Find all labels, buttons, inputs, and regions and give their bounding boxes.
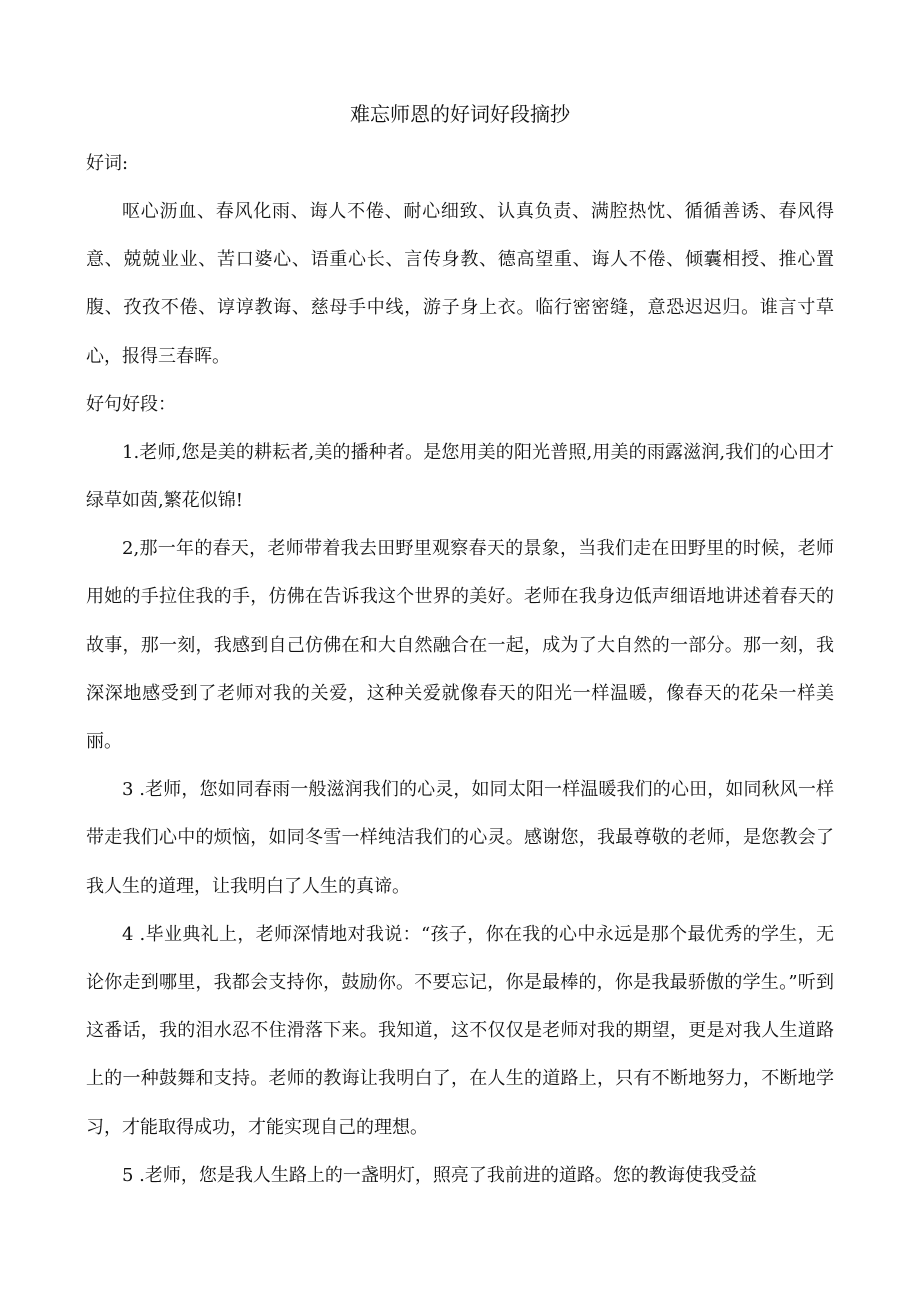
document-page [86, 94, 834, 1200]
sentence-paragraph-3: 3 .老师，您如同春雨一般滋润我们的心灵，如同太阳一样温暖我们的心田，如同秋风一样带走我们心中的烦恼，如同冬雪一样纯洁我们的心灵。感谢您，我最尊敬的老师，是您教会了我人生的道理，让我明白了人生的真谛。 [86, 779, 834, 897]
sentence-paragraph-4: 4 .毕业典礼上，老师深情地对我说：“孩子，你在我的心中永远是那个最优秀的学生，无论你走到哪里，我都会支持你，鼓励你。不要忘记，你是最棒的，你是我最骄傲的学生。”听到这番话，我的泪水忍不住滑落下来。我知道，这不仅仅是老师对我的期望，更是对我人生道路上的一种鼓舞和支持。老师的教诲让我明白了，在人生的道路上，只有不断地努力，不断地学习，才能取得成功，才能实现自己的理想。 [86, 923, 834, 1138]
page-title: 难忘师恩的好词好段摘抄 [350, 102, 570, 126]
sentences-section-label: 好句好段： [86, 393, 176, 415]
sentence-paragraph-2: 2,那一年的春天，老师带着我去田野里观察春天的景象，当我们走在田野里的时候，老师用她的手拉住我的手，仿佛在告诉我这个世界的美好。老师在我身边低声细语地讲述着春天的故事，那一刻，我感到自己仿佛在和大自然融合在一起，成为了大自然的一部分。那一刻，我深深地感受到了老师对我的关爱，这种关爱就像春天的阳光一样温暖，像春天的花朵一样美丽。 [86, 538, 834, 753]
sentence-paragraph-1: 1.老师,您是美的耕耘者,美的播种者。是您用美的阳光普照,用美的雨露滋润,我们的心田才绿草如茵,繁花似锦! [86, 441, 834, 512]
words-paragraph: 呕心沥血、春风化雨、诲人不倦、耐心细致、认真负责、满腔热忱、循循善诱、春风得意、兢兢业业、苦口婆心、语重心长、言传身教、德高望重、诲人不倦、倾囊相授、推心置腹、孜孜不倦、谆谆教诲、慈母手中线，游子身上衣。临行密密缝，意恐迟迟归。谁言寸草心，报得三春晖。 [86, 201, 834, 367]
sentence-paragraph-5: 5 .老师，您是我人生路上的一盏明灯，照亮了我前进的道路。您的教诲使我受益 [122, 1164, 757, 1186]
words-section-label: 好词: [86, 153, 129, 174]
